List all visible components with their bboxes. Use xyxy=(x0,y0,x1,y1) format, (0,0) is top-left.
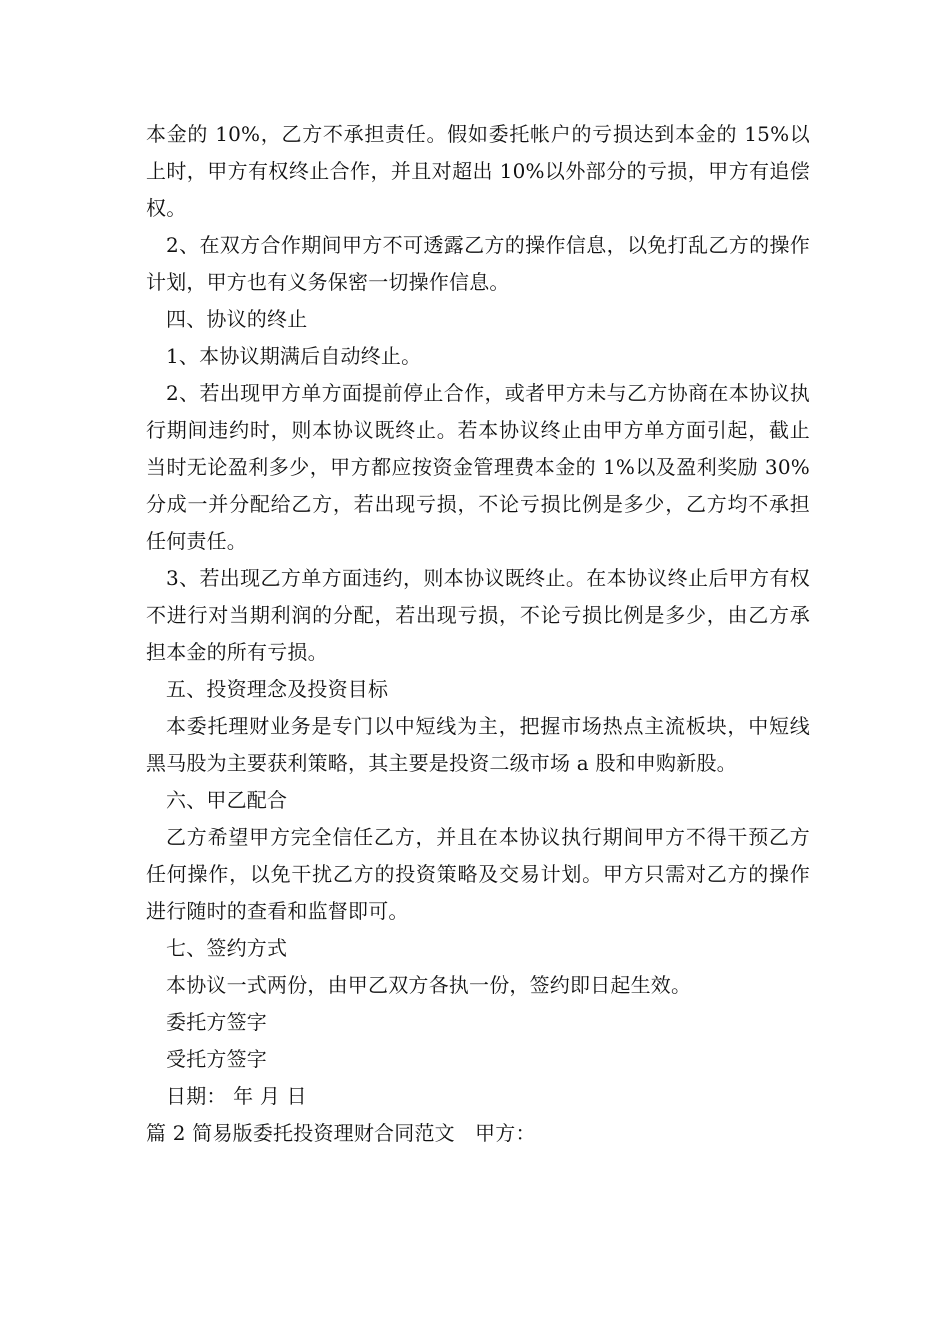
paragraph-termination-3: 3、若出现乙方单方面违约，则本协议既终止。在本协议终止后甲方有权不进行对当期利润的分配，若出现亏损，不论亏损比例是多少，由乙方承担本金的所有亏损。 xyxy=(146,566,810,664)
signature-principal: 委托方签字 xyxy=(166,1010,267,1034)
paragraph-termination-2: 2、若出现甲方单方面提前停止合作，或者甲方未与乙方协商在本协议执行期间违约时，则本协议既终止。若本协议终止由甲方单方面引起，截止当时无论盈利多少，甲方都应按资金管理费本金的 1%以及盈利奖励 30%分成一并分配给乙方，若出现亏损，不论亏损比例是多少，乙方均不承担任何责任。 xyxy=(146,381,810,553)
paragraph-termination-1: 1、本协议期满后自动终止。 xyxy=(166,344,422,368)
next-article-title: 篇 2 简易版委托投资理财合同范文 甲方： xyxy=(146,1121,536,1145)
signature-agent: 受托方签字 xyxy=(166,1047,267,1071)
document-body xyxy=(146,116,810,1152)
section-heading-termination: 四、协议的终止 xyxy=(166,307,308,331)
paragraph-investment: 本委托理财业务是专门以中短线为主，把握市场热点主流板块，中短线黑马股为主要获利策略，其主要是投资二级市场 a 股和申购新股。 xyxy=(146,714,810,775)
section-heading-cooperation: 六、甲乙配合 xyxy=(166,788,288,812)
paragraph-signing: 本协议一式两份，由甲乙双方各执一份，签约即日起生效。 xyxy=(166,973,692,997)
paragraph-cooperation: 乙方希望甲方完全信任乙方，并且在本协议执行期间甲方不得干预乙方任何操作，以免干扰乙方的投资策略及交易计划。甲方只需对乙方的操作进行随时的查看和监督即可。 xyxy=(146,825,810,923)
signature-date: 日期： 年 月 日 xyxy=(166,1084,307,1108)
section-heading-investment: 五、投资理念及投资目标 xyxy=(166,677,389,701)
paragraph-loss-clause: 本金的 10%，乙方不承担责任。假如委托帐户的亏损达到本金的 15%以上时，甲方有权终止合作，并且对超出 10%以外部分的亏损，甲方有追偿权。 xyxy=(146,122,810,220)
section-heading-signing: 七、签约方式 xyxy=(166,936,288,960)
paragraph-confidentiality: 2、在双方合作期间甲方不可透露乙方的操作信息，以免打乱乙方的操作计划，甲方也有义务保密一切操作信息。 xyxy=(146,233,810,294)
